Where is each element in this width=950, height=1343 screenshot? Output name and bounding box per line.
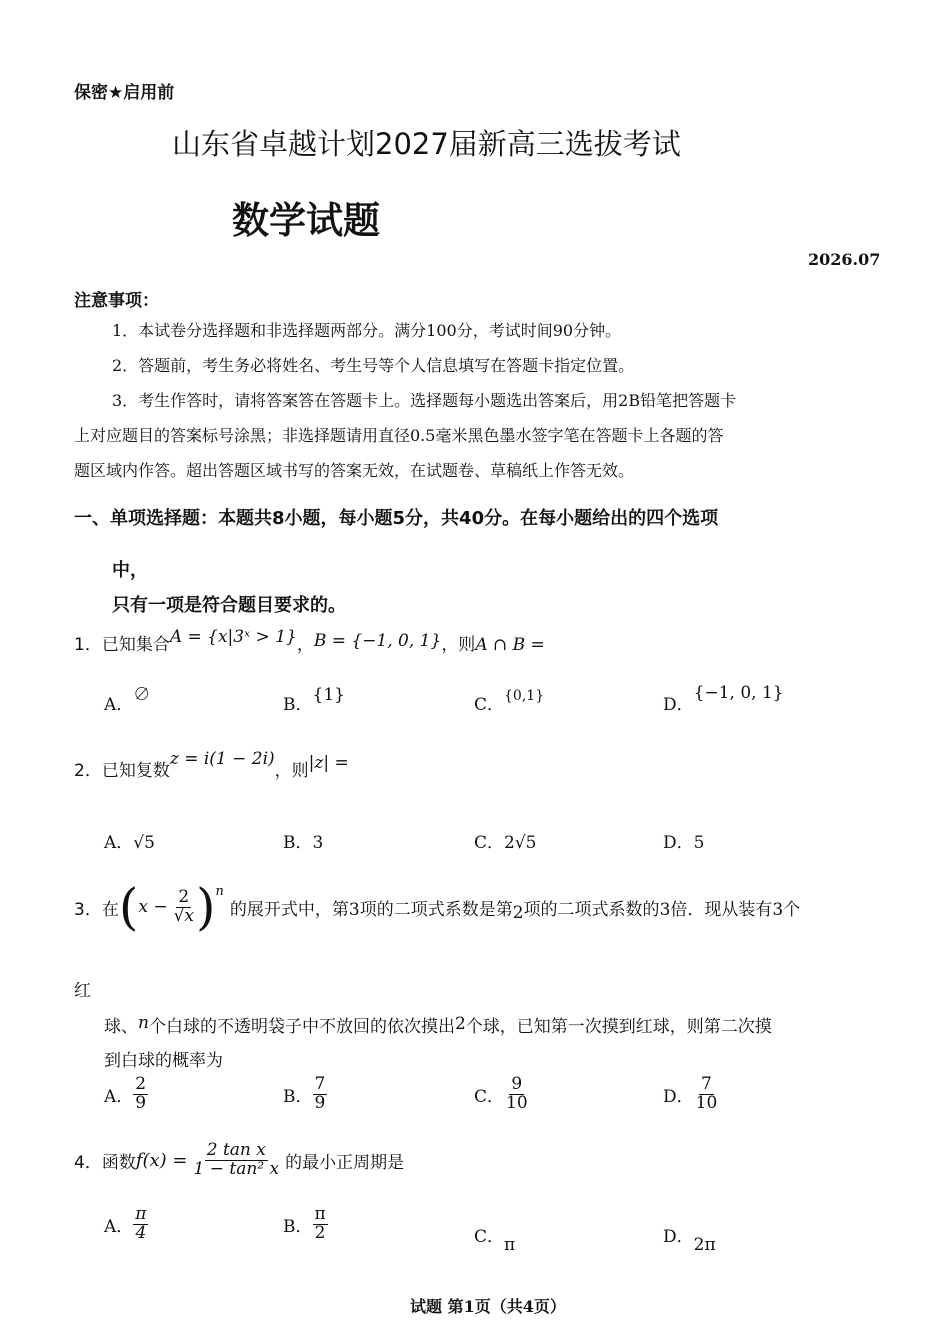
- q2-option-a[interactable]: [104, 828, 155, 853]
- fraction-numerator: π: [314, 1204, 326, 1224]
- q4-option-c[interactable]: [474, 1222, 516, 1255]
- option-label: C．: [474, 1227, 505, 1247]
- q4-fraction: [192, 1142, 282, 1179]
- q4-option-a[interactable]: [104, 1206, 148, 1243]
- option-label: B．: [283, 1086, 313, 1107]
- q3-line3-d: 个球，已知第一次摸到红球，则第二次摸: [465, 1017, 772, 1037]
- q2-suffix: ，则: [274, 761, 309, 781]
- note-item-2: 2．答题前，考生务必将姓名、考生号等个人信息填写在答题卡指定位置。: [112, 356, 635, 375]
- q3-binom-fraction: [172, 886, 196, 926]
- note-item-3: 3．考生作答时，请将答案答在答题卡上。选择题每小题选出答案后，用2B铅笔把答题卡: [112, 391, 737, 410]
- option-label: D．: [663, 695, 694, 715]
- exam-date: 2026.07: [808, 250, 881, 269]
- q3-text-a: 的展开式中，第: [229, 899, 349, 920]
- q3-var-n: n: [138, 1013, 149, 1033]
- q3-option-a[interactable]: [104, 1076, 148, 1113]
- q4-option-d[interactable]: [663, 1222, 716, 1255]
- question-1: [74, 627, 545, 655]
- q3-text-b: 项的二项式系数是第: [359, 899, 513, 920]
- q3-line3-b: 个白球的不透明袋子中不放回的依次摸出: [148, 1017, 455, 1037]
- option-fraction: [504, 1076, 530, 1113]
- option-label: A．: [104, 695, 134, 715]
- q2-option-d[interactable]: [663, 828, 704, 853]
- q2-prefix: 2．已知复数: [74, 761, 170, 781]
- question-3: [74, 878, 801, 936]
- q3-text-c: 项的二项式系数的: [523, 899, 660, 920]
- question-2: [74, 749, 349, 781]
- fraction-numerator: 2 tan x: [206, 1140, 266, 1160]
- fraction-numerator: 7: [314, 1074, 326, 1094]
- q3-text: [229, 895, 801, 923]
- fraction-denominator: 1 − tan² x: [193, 1158, 280, 1179]
- option-label: D．: [663, 833, 694, 853]
- q3-line3-a: 球、: [104, 1017, 138, 1037]
- q4-option-b[interactable]: [283, 1206, 328, 1243]
- q1-option-c[interactable]: [474, 690, 544, 715]
- option-value: ∅: [133, 685, 151, 705]
- option-label: C．: [474, 695, 505, 715]
- q3-num-3c: 3: [772, 899, 784, 920]
- fraction-numerator: 2: [135, 1074, 147, 1094]
- right-paren: ): [196, 878, 216, 936]
- exam-title: 山东省卓越计划2027届新高三选拔考试: [172, 127, 681, 161]
- option-fraction: [133, 1206, 148, 1243]
- left-paren: (: [118, 878, 139, 936]
- option-label: A．: [104, 833, 134, 853]
- q3-option-b[interactable]: [283, 1076, 327, 1113]
- option-label: D．: [663, 1227, 694, 1247]
- option-label: A．: [104, 1216, 134, 1237]
- q1-set-b: B = {−1, 0, 1}: [313, 631, 442, 651]
- q3-line-4: 到白球的概率为: [104, 1051, 223, 1071]
- q1-suffix: ，则: [441, 635, 476, 655]
- option-label: B．: [283, 695, 313, 715]
- q3-line-2: 红: [74, 981, 91, 1001]
- subject-title: 数学试题: [232, 199, 380, 242]
- q1-option-a[interactable]: [104, 685, 151, 715]
- option-fraction: [133, 1076, 148, 1113]
- fraction-denominator: 10: [695, 1092, 718, 1113]
- question-4: [74, 1142, 404, 1179]
- fraction-denominator: 2: [314, 1222, 326, 1243]
- option-label: C．: [474, 833, 505, 853]
- q2-expr: z = i(1 − 2i): [169, 749, 275, 769]
- q1-option-b[interactable]: [283, 685, 345, 715]
- option-value: √5: [133, 833, 155, 853]
- option-value: 5: [693, 833, 705, 853]
- fraction-numerator: 7: [701, 1074, 712, 1094]
- q3-num-2b: 2: [454, 1014, 466, 1034]
- q3-num-2: 2: [512, 902, 524, 923]
- option-value: {0,1}: [504, 688, 545, 704]
- q3-text-e: 个: [783, 899, 801, 920]
- fraction-numerator: 9: [511, 1074, 523, 1094]
- option-fraction: [313, 1076, 328, 1113]
- fraction-denominator: √x: [173, 905, 195, 926]
- section1-heading: 一、单项选择题：本题共8小题，每小题5分，共40分。在每小题给出的四个选项: [74, 508, 719, 529]
- q1-prefix: 1．已知集合: [74, 635, 170, 655]
- option-label: C．: [474, 1086, 505, 1107]
- q3-num-3b: 3: [659, 899, 671, 920]
- q3-option-c[interactable]: [474, 1076, 530, 1113]
- q1-sep: ，: [296, 635, 314, 655]
- option-value: 2√5: [504, 833, 537, 853]
- option-value: {1}: [312, 685, 345, 705]
- q4-prefix: 4．函数: [74, 1152, 136, 1173]
- fraction-denominator: 10: [506, 1092, 528, 1113]
- q3-prefix: 3．在: [74, 899, 119, 920]
- q3-exponent: n: [215, 884, 224, 899]
- fraction-numerator: 2: [178, 886, 190, 907]
- option-fraction: [694, 1076, 720, 1113]
- option-value: {−1, 0, 1}: [693, 683, 784, 703]
- q2-option-c[interactable]: [474, 828, 536, 853]
- option-value: π: [504, 1235, 516, 1255]
- q2-ask: |z| =: [308, 753, 349, 773]
- option-label: A．: [104, 1086, 134, 1107]
- option-label: D．: [663, 1086, 694, 1107]
- fraction-denominator: 9: [135, 1092, 147, 1113]
- q3-text-d: 倍．现从装有: [670, 899, 773, 920]
- q1-option-d[interactable]: [663, 683, 784, 715]
- note-item-3-cont-1: 上对应题目的答案标号涂黑；非选择题请用直径0.5毫米黑色墨水签字笔在答题卡上各题的答: [74, 426, 724, 445]
- q3-num-3: 3: [348, 899, 360, 920]
- q1-set-a: A = {x|3ˣ > 1}: [169, 627, 297, 647]
- q4-function: f(x) =: [135, 1149, 188, 1171]
- q3-binom-var: x −: [138, 897, 168, 917]
- q1-ask: A ∩ B =: [475, 635, 545, 655]
- notes-heading: 注意事项：: [74, 291, 159, 311]
- option-value: 2π: [693, 1235, 716, 1255]
- fraction-denominator: 4: [135, 1222, 147, 1243]
- note-item-3-cont-2: 题区域内作答。超出答题区域书写的答案无效，在试题卷、草稿纸上作答无效。: [74, 461, 635, 480]
- fraction-numerator: π: [135, 1204, 147, 1224]
- confidential-label: 保密★启用前: [74, 83, 175, 103]
- fraction-denominator: 9: [314, 1092, 326, 1113]
- q3-option-d[interactable]: [663, 1076, 719, 1113]
- note-item-1: 1．本试卷分选择题和非选择题两部分。满分100分，考试时间90分钟。: [112, 321, 622, 340]
- q3-line-3: [104, 1012, 772, 1037]
- option-fraction: [313, 1206, 328, 1243]
- section1-heading-cont: 中，: [112, 560, 148, 581]
- option-value: 3: [312, 833, 324, 853]
- q4-suffix: 的最小正周期是: [285, 1152, 405, 1173]
- page-footer: 试题 第1页（共4页）: [410, 1297, 566, 1316]
- section1-instruction: 只有一项是符合题目要求的。: [112, 595, 346, 616]
- q2-option-b[interactable]: [283, 828, 323, 853]
- option-label: B．: [283, 833, 313, 853]
- option-label: B．: [283, 1216, 313, 1237]
